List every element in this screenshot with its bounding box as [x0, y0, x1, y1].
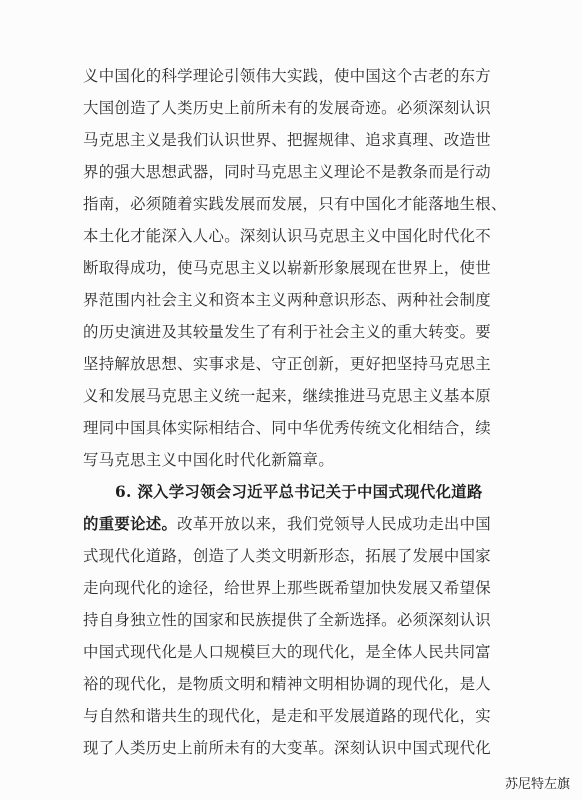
- text-line: 指南，必须随着实践发展而发展，只有中国化才能落地生根、: [83, 195, 507, 213]
- text-line: 界范围内社会主义和资本主义两种意识形态、两种社会制度: [83, 291, 491, 309]
- text-line: 现了人类历史上前所未有的大变革。深刻认识中国式现代化: [83, 739, 491, 757]
- text-line: 持自身独立性的国家和民族提供了全新选择。必须深刻认识: [83, 611, 491, 629]
- text-line: 理同中国具体实际相结合、同中华优秀传统文化相结合，续: [83, 419, 491, 437]
- text-line: 中国式现代化是人口规模巨大的现代化，是全体人民共同富: [83, 643, 491, 661]
- text-line: 坚持解放思想、实事求是、守正创新，更好把坚持马克思主: [83, 355, 491, 373]
- section-text-start: 改革开放以来，我们党领导人民成功走出中国: [177, 515, 491, 533]
- text-line: 与自然和谐共生的现代化，是走和平发展道路的现代化，实: [83, 707, 491, 725]
- watermark-label: 苏尼特左旗: [504, 777, 570, 792]
- text-line: 界的强大思想武器，同时马克思主义理论不是教条而是行动: [83, 163, 491, 181]
- text-line: 写马克思主义中国化时代化新篇章。: [83, 451, 335, 469]
- section-heading-end: 的重要论述。: [83, 515, 178, 533]
- text-line: 马克思主义是我们认识世界、把握规律、追求真理、改造世: [83, 131, 491, 149]
- text-line: 义中国化的科学理论引领伟大实践，使中国这个古老的东方: [83, 67, 491, 85]
- text-line: 大国创造了人类历史上前所未有的发展奇迹。必须深刻认识: [83, 99, 491, 117]
- text-line: 的历史演进及其较量发生了有利于社会主义的重大转变。要: [83, 323, 491, 341]
- document-body: [83, 60, 507, 764]
- section-heading-continuation: [83, 508, 495, 540]
- text-line: 裕的现代化，是物质文明和精神文明相协调的现代化，是人: [83, 675, 491, 693]
- text-line: 本土化才能深入人心。深刻认识马克思主义中国化时代化不: [83, 227, 491, 245]
- text-line: 义和发展马克思主义统一起来，继续推进马克思主义基本原: [83, 387, 491, 405]
- text-line: 断取得成功，使马克思主义以崭新形象展现在世界上，使世: [83, 259, 491, 277]
- text-line: 式现代化道路，创造了人类文明新形态，拓展了发展中国家: [83, 547, 491, 565]
- section-heading: 6. 深入学习领会习近平总书记关于中国式现代化道路: [115, 483, 483, 501]
- text-line: 走向现代化的途径，给世界上那些既希望加快发展又希望保: [83, 579, 491, 597]
